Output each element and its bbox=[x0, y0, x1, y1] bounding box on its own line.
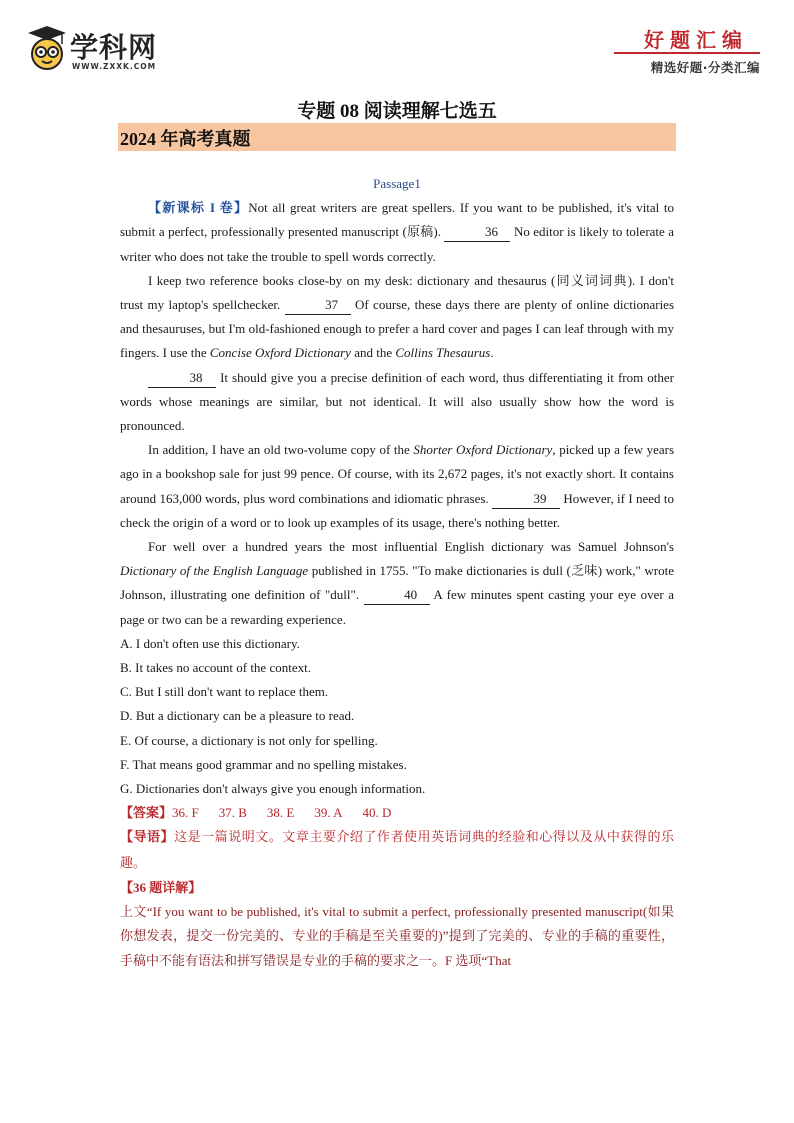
book-title: Collins Thesaurus bbox=[395, 345, 491, 361]
blank-36[interactable]: 36 bbox=[444, 223, 510, 242]
section-heading bbox=[118, 123, 676, 151]
logo-url: WWW.ZXXK.COM bbox=[72, 62, 157, 71]
answer-line bbox=[120, 801, 674, 825]
paragraph-text: and the bbox=[354, 345, 393, 361]
guide-tag: 【导语】 bbox=[120, 829, 175, 845]
answer-item: 40. D bbox=[362, 805, 392, 821]
option-g: G. Dictionaries don't always give you enough information. bbox=[120, 781, 426, 797]
blank-38[interactable]: 38 bbox=[148, 369, 216, 388]
paragraph-text: Of course, these days there are plenty of online dictionaries and thesauruses, but I'm old-fashioned enough to prefer a hard cover and pages I can leaf through with my fingers. I use the bbox=[120, 297, 675, 361]
brand-subtitle: 精选好题·分类汇编 bbox=[650, 60, 760, 75]
page-header bbox=[0, 0, 794, 90]
paragraph-text: However, if I need to check the origin of a word or to look up examples of its usage, there's nothing better. bbox=[120, 490, 675, 530]
brand bbox=[614, 22, 760, 78]
blank-40[interactable]: 40 bbox=[364, 586, 430, 605]
passage-title: Passage1 bbox=[373, 176, 421, 191]
option-b: B. It takes no account of the context. bbox=[120, 660, 311, 676]
option-c: C. But I still don't want to replace them. bbox=[120, 684, 329, 700]
paragraph-text: It should give you a precise definition of each word, thus differentiating it from other words whose meanings are similar, but not identical. It will also usually show how the word is pronounced. bbox=[120, 369, 675, 434]
book-title: Shorter Oxford Dictionary bbox=[413, 442, 553, 458]
answer-item: 36. F bbox=[172, 805, 199, 821]
option-f: F. That means good grammar and no spelling mistakes. bbox=[120, 756, 407, 772]
option-d: D. But a dictionary can be a pleasure to read. bbox=[120, 708, 355, 724]
paragraph-text: I keep two reference books close-by on my desk: dictionary and thesaurus (同义词词典). I don't trust my laptop's spellchecker. bbox=[120, 272, 674, 313]
paragraph-2 bbox=[120, 269, 674, 366]
paragraph-5 bbox=[120, 535, 674, 632]
brand-title: 好题汇编 bbox=[644, 28, 748, 52]
paragraph-text: A few minutes spent casting your eye over a page or two can be a rewarding experience. bbox=[120, 587, 674, 627]
paragraph-3 bbox=[120, 366, 674, 439]
mascot-icon bbox=[26, 24, 68, 72]
detail-36-text: 上文“If you want to be published, it's vital to submit a perfect, professionally presented manuscript(如果你想发表，提交一份完美的、专业的手稿是至关重要的)”提到了完美的、专业的手稿的重要性，手稿中不能有语法和拼写错误是专业的手稿的要求之一。F 选项“That bbox=[120, 904, 674, 968]
document-body bbox=[120, 172, 674, 973]
paragraph-text: No editor is likely to tolerate a writer who does not take the trouble to spell words correctly. bbox=[120, 224, 675, 264]
blank-39[interactable]: 39 bbox=[492, 490, 560, 509]
answer-item: 39. A bbox=[314, 805, 343, 821]
blank-37[interactable]: 37 bbox=[285, 296, 351, 315]
section-title: 2024 年高考真题 bbox=[120, 129, 251, 149]
logo-name: 学科网 bbox=[70, 31, 158, 64]
book-title: Dictionary of the English Language bbox=[120, 563, 309, 579]
logo bbox=[26, 24, 176, 76]
answer-item: 38. E bbox=[266, 805, 295, 821]
paragraph-text: . bbox=[490, 345, 494, 361]
paragraph-1 bbox=[120, 196, 674, 269]
answer-item: 37. B bbox=[218, 805, 247, 821]
document-title: 专题 08 阅读理解七选五 bbox=[297, 101, 497, 122]
paragraph-text: For well over a hundred years the most influential English dictionary was Samuel Johnson's bbox=[148, 539, 674, 555]
answer-tag: 【答案】 bbox=[120, 805, 173, 821]
paragraph-text: Not all great writers are great spellers. If you want to be published, it's vital to submit a perfect, professionally presented manuscript (原稿). bbox=[120, 200, 675, 240]
paragraph-text: , picked up a few years ago in a bookshop sale for just 99 pence. Of course, with its 2,672 pages, it's not exactly short. It contains around 163,000 words, plus word combinations and idiomatic phrases. bbox=[120, 442, 674, 506]
option-a: A. I don't often use this dictionary. bbox=[120, 635, 300, 651]
paragraph-4 bbox=[120, 438, 674, 535]
paragraph-text: published in 1755. "To make dictionaries is dull (乏味) work," wrote Johnson, illustrating one definition of "dull". bbox=[120, 563, 674, 603]
paragraph-text: In addition, I have an old two-volume copy of the bbox=[148, 442, 410, 458]
options-list bbox=[120, 632, 674, 801]
guide-text: 这是一篇说明文。文章主要介绍了作者使用英语词典的经验和心得以及从中获得的乐趣。 bbox=[120, 830, 674, 871]
book-title: Concise Oxford Dictionary bbox=[209, 345, 351, 361]
exam-tag: 【新课标 I 卷】 bbox=[148, 200, 249, 216]
option-e: E. Of course, a dictionary is not only for spelling. bbox=[120, 732, 378, 748]
detail-36-tag: 【36 题详解】 bbox=[120, 879, 202, 895]
brand-divider bbox=[614, 52, 760, 54]
guide-paragraph bbox=[120, 825, 674, 875]
